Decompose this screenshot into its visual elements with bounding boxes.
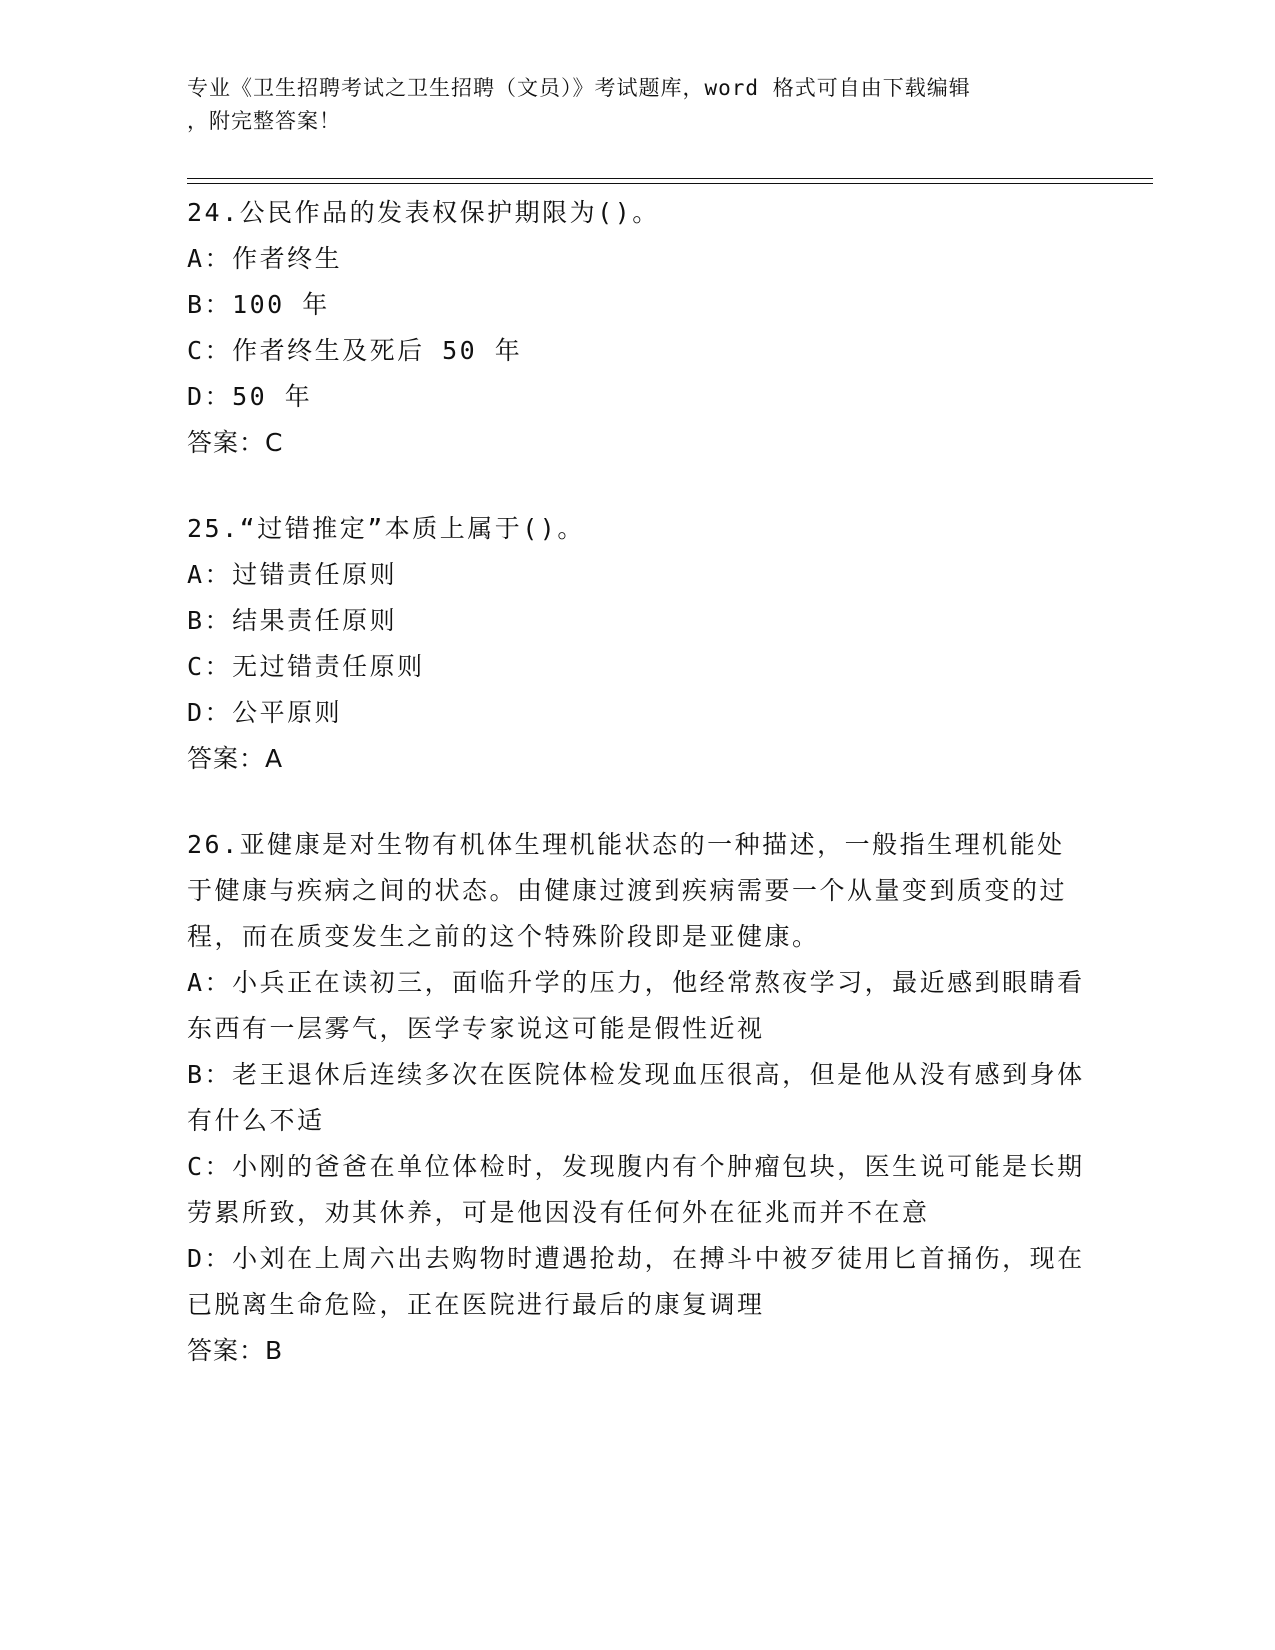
option-prefix: A：	[187, 560, 233, 589]
option-text: 无过错责任原则	[232, 652, 425, 681]
option-prefix: C：	[187, 336, 233, 365]
option-prefix: A：	[187, 968, 233, 997]
option-d	[187, 374, 1087, 420]
option-text: 50 年	[232, 382, 313, 411]
option-a	[187, 960, 1087, 1052]
question-26	[187, 822, 1087, 1374]
option-text: 作者终生及死后 50 年	[232, 336, 523, 365]
option-c	[187, 1144, 1087, 1236]
option-c	[187, 328, 1087, 374]
answer-label: 答案：	[187, 1336, 266, 1365]
option-prefix: D：	[187, 1244, 233, 1273]
option-prefix: A：	[187, 244, 233, 273]
header-divider-top	[187, 178, 1153, 179]
question-stem: 25.“过错推定”本质上属于()。	[187, 514, 585, 543]
answer-value: A	[265, 744, 284, 773]
option-prefix: C：	[187, 1152, 233, 1181]
option-prefix: D：	[187, 698, 233, 727]
document-header	[187, 72, 1067, 138]
question-24	[187, 190, 1087, 466]
option-text: 结果责任原则	[232, 606, 398, 635]
question-25	[187, 506, 1087, 782]
option-prefix: B：	[187, 606, 233, 635]
option-prefix: C：	[187, 652, 233, 681]
option-a	[187, 236, 1087, 282]
option-text: 小刘在上周六出去购物时遭遇抢劫，在搏斗中被歹徒用匕首捅伤，现在已脱离生命危险，正在医院进行最后的康复调理	[187, 1244, 1085, 1319]
header-line-1: 专业《卫生招聘考试之卫生招聘（文员）》考试题库，word 格式可自由下载编辑	[187, 76, 971, 100]
option-prefix: D：	[187, 382, 233, 411]
option-d	[187, 690, 1087, 736]
question-list	[187, 190, 1087, 1374]
option-text: 小兵正在读初三，面临升学的压力，他经常熬夜学习，最近感到眼睛看东西有一层雾气，医学专家说这可能是假性近视	[187, 968, 1085, 1043]
option-text: 小刚的爸爸在单位体检时，发现腹内有个肿瘤包块，医生说可能是长期劳累所致，劝其休养，可是他因没有任何外在征兆而并不在意	[187, 1152, 1085, 1227]
header-divider-bottom	[187, 183, 1153, 184]
option-text: 老王退休后连续多次在医院体检发现血压很高，但是他从没有感到身体有什么不适	[187, 1060, 1085, 1135]
answer-value: C	[265, 428, 284, 457]
option-text: 公平原则	[232, 698, 343, 727]
option-d	[187, 1236, 1087, 1328]
option-prefix: B：	[187, 290, 233, 319]
answer-label: 答案：	[187, 428, 266, 457]
option-b	[187, 282, 1087, 328]
option-text: 100 年	[232, 290, 330, 319]
question-stem: 24.公民作品的发表权保护期限为()。	[187, 198, 660, 227]
option-text: 作者终生	[232, 244, 343, 273]
option-b	[187, 598, 1087, 644]
option-text: 过错责任原则	[232, 560, 398, 589]
answer-line	[187, 420, 1087, 466]
option-a	[187, 552, 1087, 598]
question-stem: 26.亚健康是对生物有机体生理机能状态的一种描述，一般指生理机能处于健康与疾病之间的状态。由健康过渡到疾病需要一个从量变到质变的过程，而在质变发生之前的这个特殊阶段即是亚健康。	[187, 830, 1068, 951]
answer-value: B	[265, 1336, 284, 1365]
answer-label: 答案：	[187, 744, 266, 773]
answer-line	[187, 1328, 1087, 1374]
header-line-2: ，附完整答案！	[187, 109, 341, 133]
option-prefix: B：	[187, 1060, 233, 1089]
option-b	[187, 1052, 1087, 1144]
answer-line	[187, 736, 1087, 782]
option-c	[187, 644, 1087, 690]
